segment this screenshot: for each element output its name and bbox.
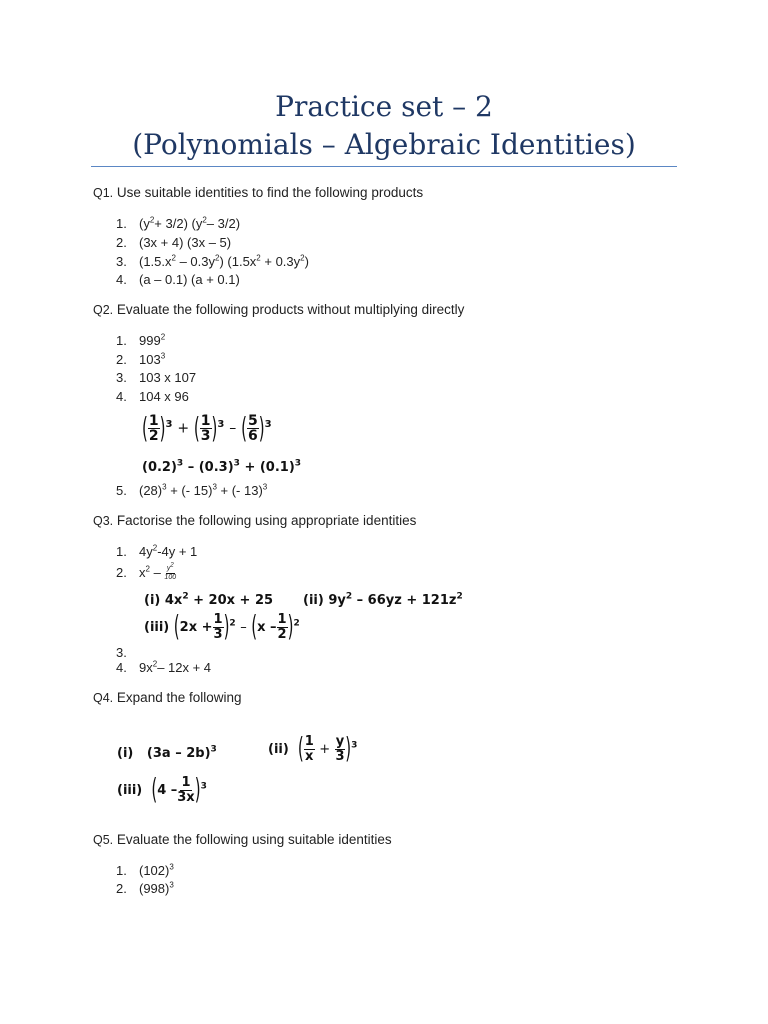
q3-item-3: 3. xyxy=(116,645,127,660)
q1-item-2: 2. (3x + 4) (3x – 5) xyxy=(116,235,232,250)
q1-item-3: 3. $(1.5.x^2 - 0.3y^2) (1.5x^2 + 0.3y^2)$ xyxy=(116,253,309,269)
q2-item-3: 3. 103 x 107 xyxy=(116,370,197,385)
q1-item-4: 4. (a – 0.1) (a + 0.1) xyxy=(116,272,240,287)
page-title xyxy=(0,88,768,164)
question-2 xyxy=(93,302,464,317)
q3-item-2: 2. $x^2$ – $\frac{y^2}{100}$ xyxy=(116,562,177,582)
q2-item-1: 1. $999^2$ xyxy=(116,332,166,348)
question-3 xyxy=(93,513,416,528)
question-2-number: Q2. xyxy=(93,303,114,317)
question-4 xyxy=(93,690,242,705)
q2-item-4: 4. 104 x 96 xyxy=(116,389,189,404)
q3-item-4: 4. $9x^2-$ 12x + 4 xyxy=(116,659,212,675)
q3-item-1: 1. $4y^2-4y + 1$ xyxy=(116,543,198,559)
q5-item-1: 1. $(102)^3$ xyxy=(116,862,174,878)
q3-expression-i: (i) $4x^2 + 20x + 25$ xyxy=(144,591,274,608)
question-3-text: Factorise the following using appropriate identities xyxy=(116,513,417,528)
q4-expression-ii: (ii) ( $\frac{1}{x}$ + $\frac{y}{3}$ )$^3$ xyxy=(268,730,358,766)
question-1-text: Use suitable identities to find the following products xyxy=(116,185,424,200)
title-divider xyxy=(91,166,677,167)
question-5-text: Evaluate the following using suitable identities xyxy=(116,832,392,847)
title-line-1: Practice set – 2 xyxy=(275,90,493,123)
q3-expression-ii: (ii) $9y^2 - 66yz + 121z^2$ xyxy=(303,591,463,608)
q4-expression-iii: (iii) (4 – $\frac{1}{3x}$ )$^3$ xyxy=(117,771,207,807)
question-1 xyxy=(93,185,423,200)
q2-fraction-expression: ( $\frac{1}{2}$ )$^3$ + ( $\frac{1}{3}$ )$^3$ – ( $\frac{5}{6}$ )$^3$ xyxy=(142,410,272,445)
question-4-text: Expand the following xyxy=(116,690,242,705)
q3-expression-iii: (iii) (2x + $\frac{1}{3}$ )$^2$ – (x – $\frac{1}{2}$ )$^2$ xyxy=(144,608,300,644)
question-2-text: Evaluate the following products without multiplying directly xyxy=(116,302,465,317)
question-4-number: Q4. xyxy=(93,691,114,705)
q4-expression-i: (i) (3a – 2b)$^3$ xyxy=(117,744,217,761)
q2-item-5: 5. $(28)^3$ + (- 15)$^3$ + (- 13)$^3$ xyxy=(116,482,268,498)
question-1-number: Q1. xyxy=(93,186,114,200)
question-5-number: Q5. xyxy=(93,833,114,847)
title-line-2: (Polynomials – Algebraic Identities) xyxy=(132,128,636,161)
question-3-number: Q3. xyxy=(93,514,114,528)
q2-item-2: 2. $103^3$ xyxy=(116,351,166,367)
q1-item-1: 1. $(y^2+ 3/2)$ ($y^2-$ 3/2) xyxy=(116,215,241,231)
q2-decimal-expression: $(0.2)^3 - (0.3)^3 + (0.1)^3$ xyxy=(142,458,302,475)
q5-item-2: 2. $(998)^3$ xyxy=(116,880,174,896)
question-5 xyxy=(93,832,392,847)
